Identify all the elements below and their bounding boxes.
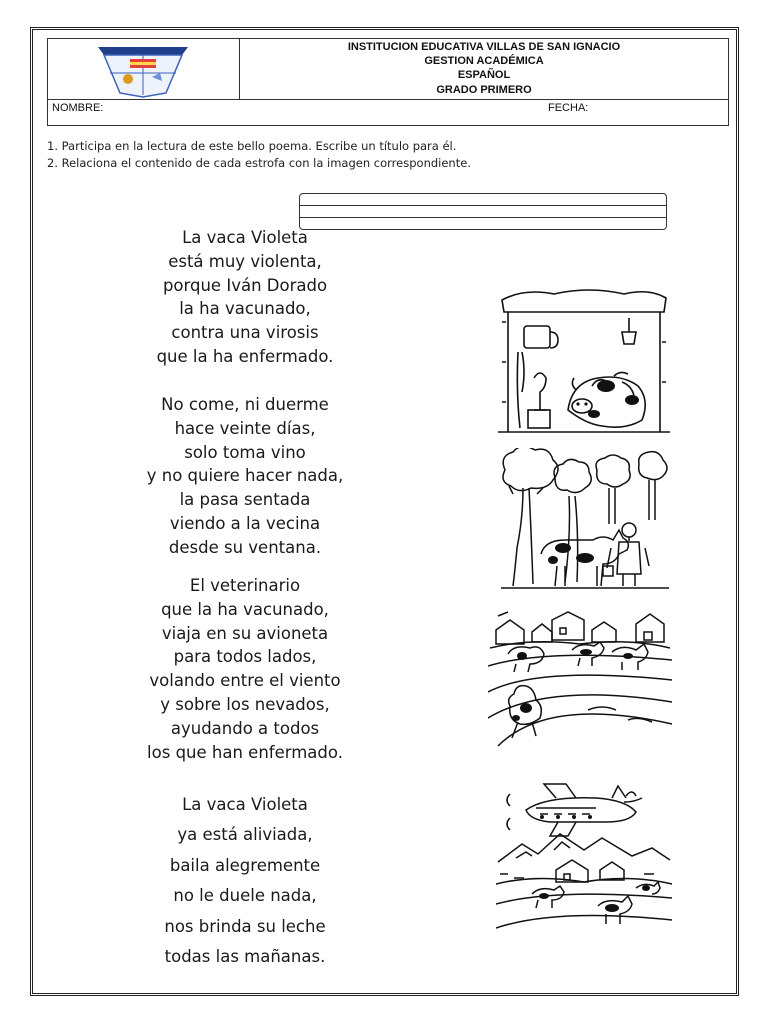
poem-line: baila alegremente: [169, 855, 321, 875]
poem-line: viendo a la vecina: [169, 513, 321, 533]
poem-stanza-2: [60, 393, 430, 560]
institution-name: INSTITUCION EDUCATIVA VILLAS DE SAN IGNACIO: [347, 41, 621, 53]
poem-line: No come, ni duerme: [161, 395, 329, 414]
instruction-1: 1. Participa en la lectura de este bello poema. Escribe un título para él.: [47, 139, 457, 153]
poem-line: La vaca Violeta: [182, 795, 308, 814]
cow-indoors-illustration: [494, 282, 674, 437]
student-info-row: [48, 99, 728, 125]
school-logo-icon: [48, 39, 240, 99]
poem-line: la pasa sentada: [179, 490, 311, 510]
grade-name: GRADO PRIMERO: [436, 83, 532, 96]
poem-line: que la ha enfermado.: [156, 346, 334, 366]
poem-line: está muy violenta,: [168, 251, 322, 271]
poem-line: desde su ventana.: [168, 537, 322, 557]
poem-line: volando entre el viento: [149, 671, 341, 691]
subject-name: ESPAÑOL: [457, 69, 511, 82]
airplane-over-farm-illustration: [496, 778, 672, 936]
poem-line: El veterinario: [189, 576, 301, 595]
poem-line: y sobre los nevados,: [160, 694, 330, 714]
poem-line: La vaca Violeta: [182, 228, 308, 247]
header-table: [47, 38, 729, 126]
instruction-2: 2. Relaciona el contenido de cada estrofa con la imagen correspondiente.: [47, 156, 471, 170]
poem-line: nos brinda su leche: [164, 916, 326, 936]
poem-line: y no quiere hacer nada,: [146, 466, 344, 486]
instructions: [47, 138, 471, 172]
poem-stanza-1: [60, 226, 430, 369]
date-field-label: FECHA:: [548, 102, 589, 114]
poem-stanza-4: [60, 790, 430, 972]
poem-stanza-3: [60, 574, 430, 764]
writing-line: [300, 217, 666, 218]
poem-line: no le duele nada,: [173, 886, 317, 906]
poem-line: ayudando a todos: [170, 718, 320, 738]
poem-line: la ha vacunado,: [179, 299, 311, 319]
title-answer-box[interactable]: [299, 193, 667, 230]
poem-line: ya está aliviada,: [177, 825, 313, 845]
poem-line: contra una virosis: [171, 323, 319, 343]
institution-header: [240, 39, 728, 99]
poem-line: hace veinte días,: [174, 418, 316, 438]
cows-in-field-illustration: [488, 610, 672, 748]
poem-line: todas las mañanas.: [164, 947, 326, 967]
management-name: GESTION ACADÉMICA: [424, 55, 544, 68]
name-field-label: NOMBRE:: [52, 102, 104, 114]
cow-and-veterinarian-illustration: [499, 448, 671, 590]
poem-line: para todos lados,: [173, 647, 317, 667]
poem-line: que la ha vacunado,: [161, 599, 329, 619]
writing-line: [300, 205, 666, 206]
poem-line: porque Iván Dorado: [162, 275, 328, 295]
logo-cell: [48, 39, 240, 99]
poem-line: viaja en su avioneta: [161, 623, 329, 643]
poem-line: solo toma vino: [184, 442, 306, 462]
poem-line: los que han enfermado.: [147, 742, 343, 762]
